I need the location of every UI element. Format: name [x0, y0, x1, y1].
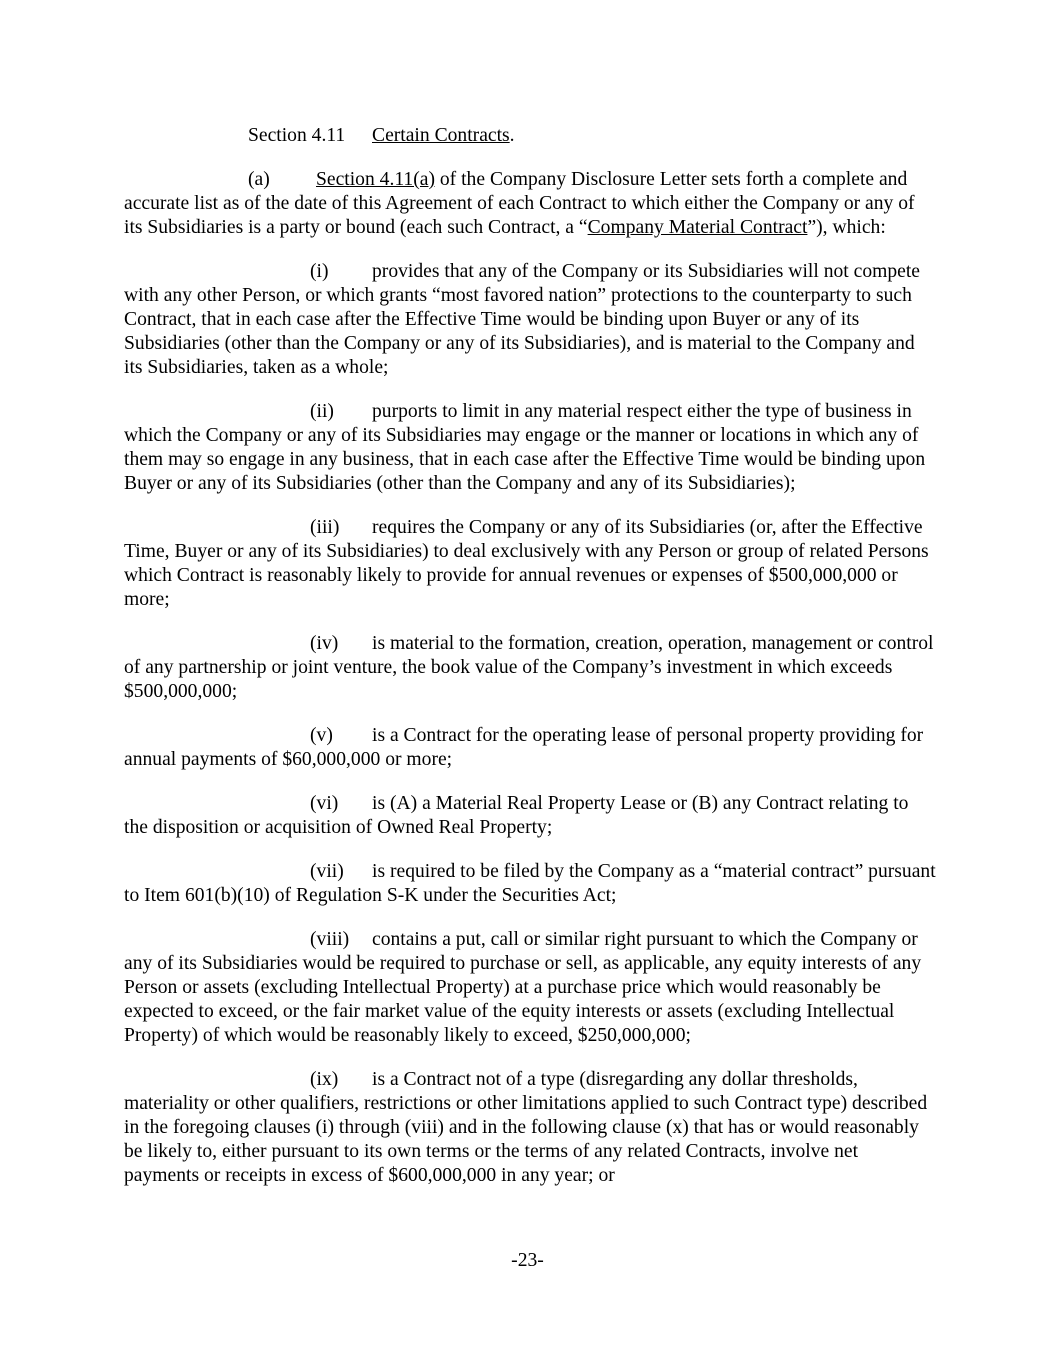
clause-text: requires the Company or any of its Subsidiaries (or, after the Effective Time, Buyer or any of its Subsidiaries) to deal exclusively with any Person or group of related Persons which Contract is reasonably likely to provide for annual revenues or expenses of $500,000,000 or more; [124, 517, 929, 610]
defined-term: Company Material Contract [587, 217, 808, 238]
clause-iv [124, 632, 936, 704]
document-page [124, 124, 936, 1208]
clause-label: (vii) [310, 861, 344, 882]
clause-text: purports to limit in any material respect either the type of business in which the Company or any of its Subsidiaries may engage or the manner or locations in which any of them may so engage in any business, that in each case after the Effective Time would be binding upon Buyer or any of its Subsidiaries (other than the Company and any of its Subsidiaries); [124, 401, 926, 494]
clause-text: contains a put, call or similar right pursuant to which the Company or any of its Subsidiaries would be required to purchase or sell, as applicable, any equity interests of any Person or assets (excluding Intellectual Property) at a purchase price which would reasonably be expected to exceed, or the fair market value of the equity interests or assets (excluding Intellectual Property) of which would be reasonably likely to exceed, $250,000,000; [124, 929, 922, 1046]
clause-label: (iii) [310, 517, 340, 538]
section-heading [124, 124, 936, 148]
section-title: Certain Contracts [372, 125, 510, 146]
clause-i [124, 260, 936, 380]
clause-label: (v) [310, 725, 333, 746]
clause-ix [124, 1068, 936, 1188]
clause-label: (ix) [310, 1069, 339, 1090]
clause-label: (vi) [310, 793, 339, 814]
clause-iii [124, 516, 936, 612]
section-reference: Section 4.11(a) [316, 169, 435, 190]
paragraph-a [124, 168, 936, 240]
page-number: -23- [511, 1250, 544, 1271]
paragraph-text-end: ”), which: [807, 217, 886, 238]
clause-text: is (A) a Material Real Property Lease or (B) any Contract relating to the disposition or acquisition of Owned Real Property; [124, 793, 909, 838]
section-title-period: . [509, 125, 515, 146]
clause-text: provides that any of the Company or its Subsidiaries will not compete with any other Person, or which grants “most favored nation” protections to the counterparty to such Contract, that in each case after the Effective Time would be binding upon Buyer or any of its Subsidiaries (other than the Company or any of its Subsidiaries), and is material to the Company and its Subsidiaries, taken as a whole; [124, 261, 920, 378]
clause-ii [124, 400, 936, 496]
paragraph-text: of the Company Disclosure Letter sets forth a complete and accurate list as of the date of this Agreement of each Contract to which either the Company or any of its Subsidiaries is a party or bound (each such Contract, a “ [124, 169, 915, 238]
clause-label: (i) [310, 261, 329, 282]
clause-text: is a Contract for the operating lease of personal property providing for annual payments of $60,000,000 or more; [124, 725, 924, 770]
clause-label: (iv) [310, 633, 339, 654]
clause-text: is a Contract not of a type (disregarding any dollar thresholds, materiality or other qualifiers, restrictions or other limitations applied to such Contract type) described in the foregoing clauses (i) through (viii) and in the following clause (x) that has or would reasonably be likely to, either pursuant to its own terms or the terms of any related Contracts, involve net payments or receipts in excess of $600,000,000 in any year; or [124, 1069, 928, 1186]
clause-v [124, 724, 936, 772]
clause-viii [124, 928, 936, 1048]
clause-vi [124, 792, 936, 840]
paragraph-label: (a) [248, 169, 270, 190]
clause-text: is material to the formation, creation, operation, management or control of any partnership or joint venture, the book value of the Company’s investment in which exceeds $500,000,000; [124, 633, 934, 702]
section-number: Section 4.11 [248, 125, 346, 146]
clause-vii [124, 860, 936, 908]
clause-label: (viii) [310, 929, 350, 950]
clause-label: (ii) [310, 401, 334, 422]
clause-text: is required to be filed by the Company as a “material contract” pursuant to Item 601(b)(10) of Regulation S-K under the Securities Act; [124, 861, 936, 906]
